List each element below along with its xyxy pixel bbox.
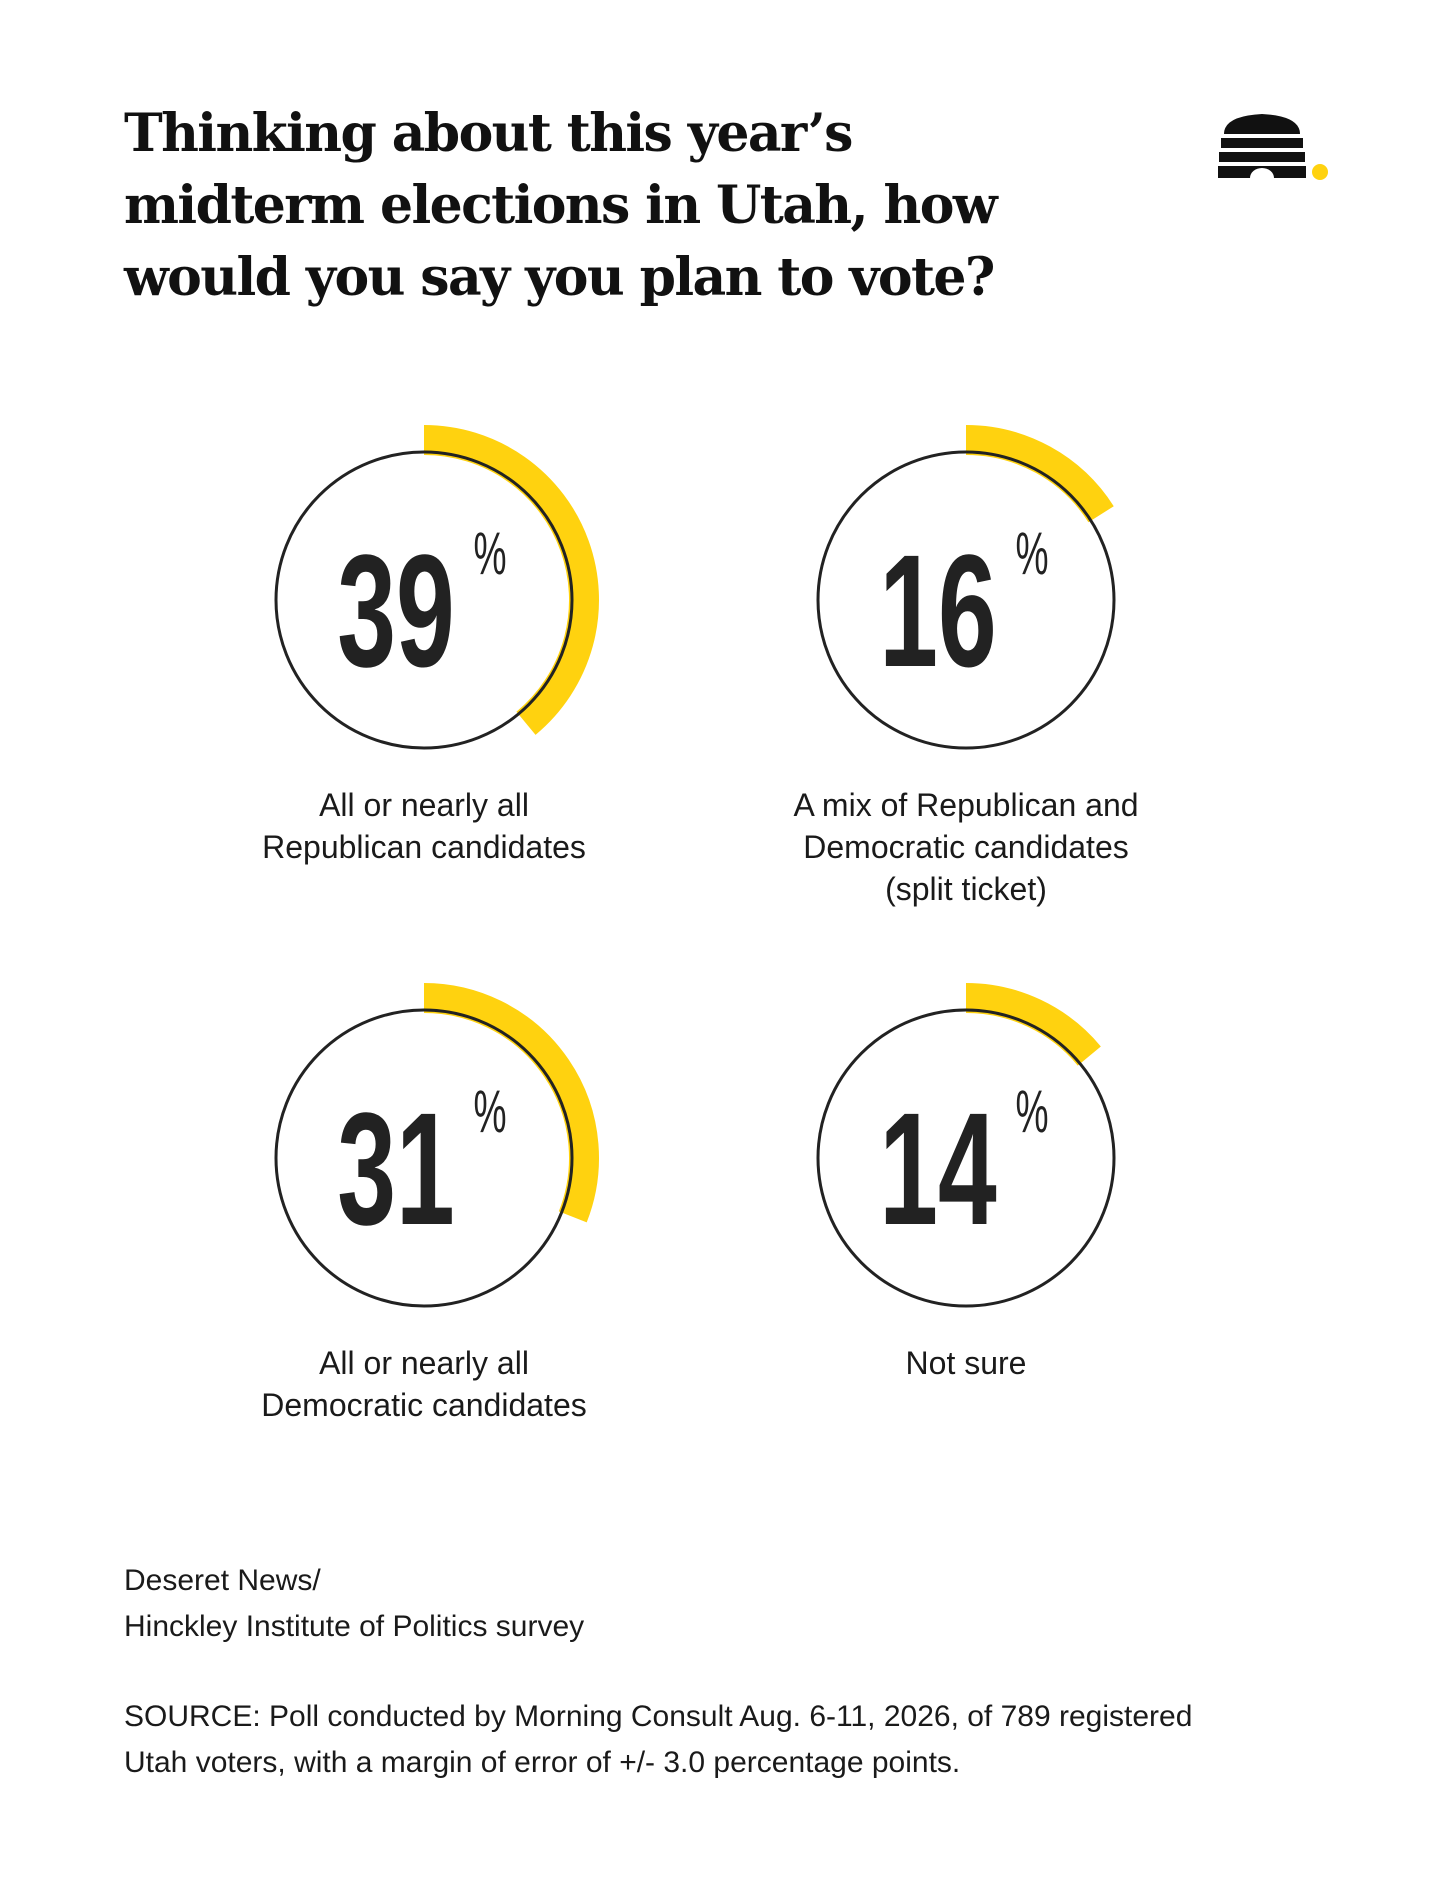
donut-item <box>261 998 586 1423</box>
source-line-1: SOURCE: Poll conducted by Morning Consult Aug. 6-11, 2026, of 789 registered <box>124 1700 1193 1733</box>
donut-value-label: 31 <box>337 1078 455 1259</box>
donut-unit-label: % <box>473 1077 507 1146</box>
donut-unit-label: % <box>473 519 507 588</box>
donut-item <box>262 440 586 865</box>
donut-arc <box>966 440 1101 514</box>
donut-category-label: All or nearly all <box>319 1345 529 1381</box>
donut-item <box>818 998 1114 1381</box>
donut-category-label: Democratic candidates <box>261 1387 587 1423</box>
donut-unit-label: % <box>1015 519 1049 588</box>
donut-category-label: Not sure <box>905 1345 1027 1381</box>
donut-unit-label: % <box>1015 1077 1049 1146</box>
donut-category-label: (split ticket) <box>885 871 1047 907</box>
donut-value-label: 39 <box>337 520 455 701</box>
credit-block <box>124 1558 1224 1650</box>
donut-value-label: 16 <box>879 520 997 701</box>
credit-line-2: Hinckley Institute of Politics survey <box>124 1610 585 1643</box>
credit-line-1: Deseret News/ <box>124 1564 321 1597</box>
donut-category-label: All or nearly all <box>319 787 529 823</box>
source-line-2: Utah voters, with a margin of error of +/- 3.0 percentage points. <box>124 1746 961 1779</box>
donut-item <box>793 440 1138 907</box>
chart-title: Thinking about this year’s midterm elections in Utah, how would you say you plan to vote? <box>124 103 996 308</box>
donut-category-label: Republican candidates <box>262 829 586 865</box>
donut-value-label: 14 <box>879 1078 997 1259</box>
donut-category-label: A mix of Republican and <box>793 787 1139 823</box>
donut-arc <box>966 998 1089 1056</box>
source-note <box>124 1694 1324 1786</box>
donut-category-label: Democratic candidates <box>803 829 1129 865</box>
